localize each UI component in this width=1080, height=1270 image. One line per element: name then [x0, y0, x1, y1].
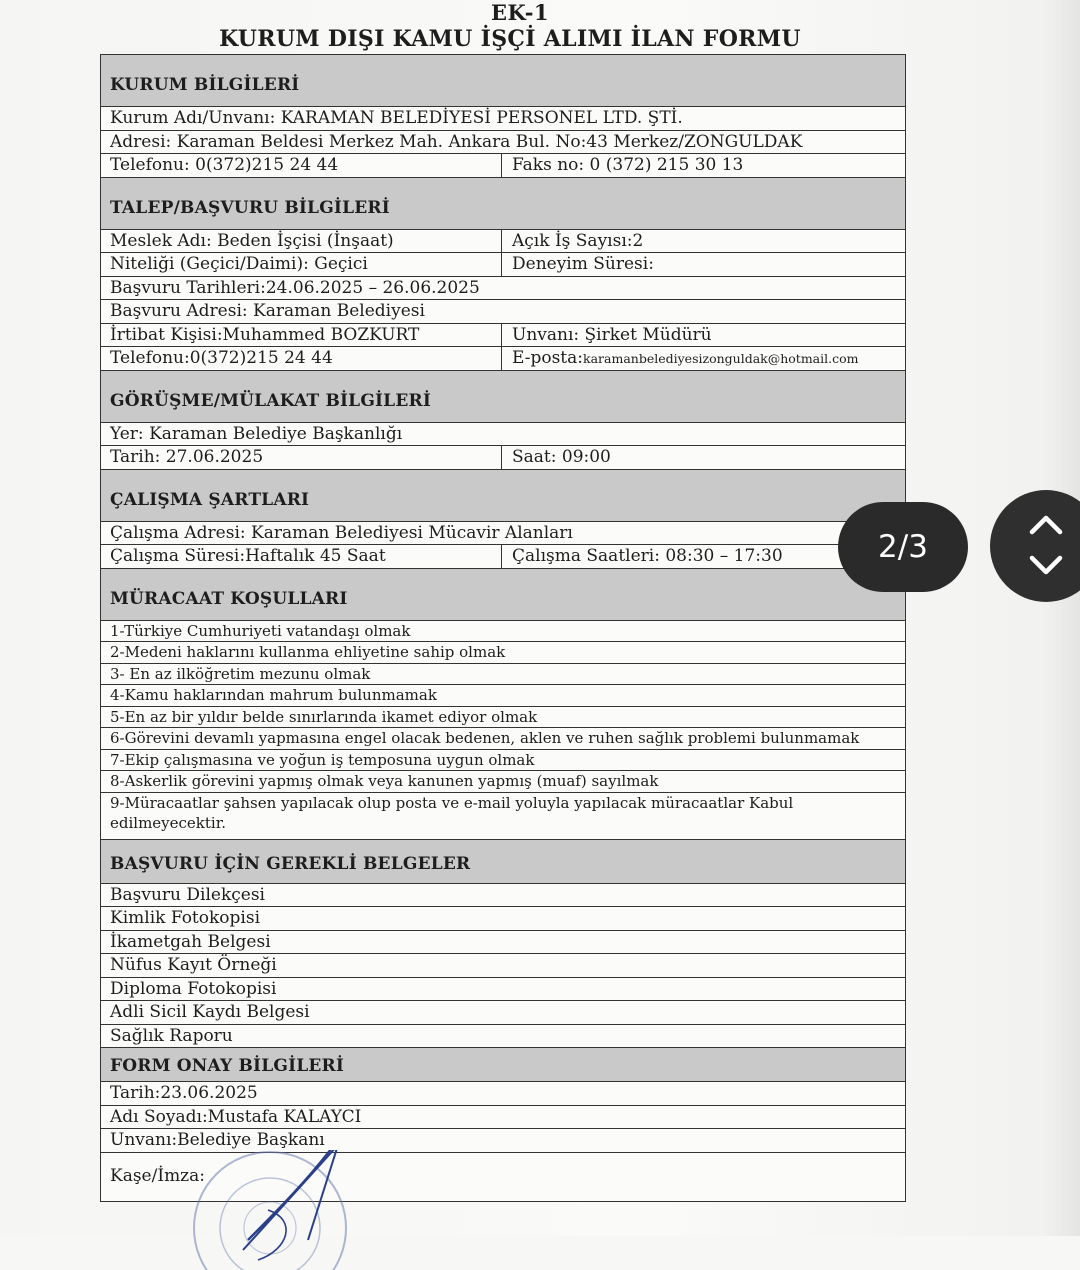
work-duration: Çalışma Süresi:Haftalık 45 Saat — [110, 546, 386, 566]
annex-label: EK-1 — [490, 0, 550, 25]
form-title: KURUM DIŞI KAMU İŞÇİ ALIMI İLAN FORMU — [219, 26, 801, 52]
document-row — [101, 978, 905, 1002]
email-address: karamanbelediyesizonguldak@hotmail.com — [583, 351, 859, 366]
condition-row — [101, 750, 905, 772]
page-scroll-control[interactable] — [990, 490, 1080, 602]
form-row — [101, 154, 905, 178]
chevron-down-icon[interactable] — [1032, 558, 1060, 572]
chevron-up-icon[interactable] — [1032, 518, 1060, 532]
application-address: Başvuru Adresi: Karaman Belediyesi — [110, 301, 425, 321]
form-row — [101, 1106, 905, 1130]
document-row — [101, 1025, 905, 1049]
condition-item: 9-Müracaatlar şahsen yapılacak olup posta ve e-mail yoluyla yapılacak müracaatlar Kabul edilmeyecektir. — [110, 793, 794, 832]
form-row — [101, 522, 905, 546]
kurum-name: Kurum Adı/Unvanı: KARAMAN BELEDİYESİ PERSONEL LTD. ŞTİ. — [110, 108, 683, 128]
interview-place: Yer: Karaman Belediye Başkanlığı — [110, 423, 403, 444]
interview-time: Saat: 09:00 — [501, 446, 905, 469]
condition-row — [101, 642, 905, 664]
condition-row — [101, 664, 905, 686]
contact-person: İrtibat Kişisi:Muhammed BOZKURT — [110, 324, 420, 345]
kurum-address: Adresi: Karaman Beldesi Merkez Mah. Ankara Bul. No:43 Merkez/ZONGULDAK — [110, 131, 803, 152]
condition-row — [101, 685, 905, 707]
required-document: İkametgah Belgesi — [110, 931, 271, 952]
kurum-fax: Faks no: 0 (372) 215 30 13 — [501, 154, 905, 177]
condition-item: 8-Askerlik görevini yapmış olmak veya kanunen yapmış (muaf) sayılmak — [110, 772, 659, 790]
document-row — [101, 954, 905, 978]
approval-date: Tarih:23.06.2025 — [110, 1083, 258, 1103]
approver-title: Unvanı:Belediye Başkanı — [110, 1130, 325, 1150]
form-row — [101, 324, 905, 348]
email-label: E-posta: — [512, 348, 584, 368]
form-row — [101, 1082, 905, 1106]
interview-date: Tarih: 27.06.2025 — [110, 447, 264, 467]
form-row — [101, 423, 905, 447]
section-header-gorusme: GÖRÜŞME/MÜLAKAT BİLGİLERİ — [101, 371, 905, 423]
work-hours: Çalışma Saatleri: 08:30 – 17:30 — [501, 545, 905, 568]
section-header-talep: TALEP/BAŞVURU BİLGİLERİ — [101, 178, 905, 230]
official-stamp-image — [188, 1150, 368, 1270]
required-document: Diploma Fotokopisi — [110, 978, 277, 999]
condition-row — [101, 793, 905, 840]
approver-name: Adı Soyadı:Mustafa KALAYCI — [110, 1106, 362, 1127]
condition-item: 7-Ekip çalışmasına ve yoğun iş temposuna uygun olmak — [110, 750, 535, 769]
section-header-calisma: ÇALIŞMA ŞARTLARI — [101, 470, 905, 522]
form-row — [101, 107, 905, 131]
form-row — [101, 347, 905, 371]
form-row — [101, 545, 905, 569]
required-document: Nüfus Kayıt Örneği — [110, 955, 277, 975]
open-positions: Açık İş Sayısı:2 — [501, 230, 905, 253]
required-document: Kimlik Fotokopisi — [110, 908, 261, 928]
job-nature: Niteliği (Geçici/Daimi): Geçici — [110, 254, 368, 274]
experience-duration: Deneyim Süresi: — [501, 253, 905, 276]
condition-item: 6-Görevini devamlı yapmasına engel olacak bedenen, aklen ve ruhen sağlık problemi bulunmamak — [110, 729, 860, 747]
form-row — [101, 1129, 905, 1153]
form-row — [101, 446, 905, 470]
stamp-signature-label: Kaşe/İmza: — [110, 1165, 206, 1186]
application-dates: Başvuru Tarihleri:24.06.2025 – 26.06.2025 — [110, 277, 480, 298]
section-header-onay: FORM ONAY BİLGİLERİ — [101, 1048, 905, 1082]
job-name: Meslek Adı: Beden İşçisi (İnşaat) — [110, 230, 394, 251]
page-edge-shadow — [1040, 0, 1080, 1236]
condition-item: 3- En az ilköğretim mezunu olmak — [110, 664, 371, 683]
section-header-muracaat: MÜRACAAT KOŞULLARI — [101, 569, 905, 621]
condition-item: 2-Medeni haklarını kullanma ehliyetine sahip olmak — [110, 643, 506, 661]
page-indicator[interactable]: 2/3 — [838, 502, 968, 592]
announcement-form — [100, 54, 906, 1202]
required-document: Adli Sicil Kaydı Belgesi — [110, 1002, 310, 1022]
form-row — [101, 230, 905, 254]
document-row — [101, 907, 905, 931]
condition-item: 4-Kamu haklarından mahrum bulunmamak — [110, 686, 437, 704]
condition-item: 5-En az bir yıldır belde sınırlarında ikamet ediyor olmak — [110, 707, 538, 726]
form-row — [101, 253, 905, 277]
form-row — [101, 300, 905, 324]
condition-row — [101, 707, 905, 729]
contact-phone: Telefonu:0(372)215 24 44 — [110, 348, 333, 368]
condition-item: 1-Türkiye Cumhuriyeti vatandaşı olmak — [110, 621, 411, 640]
contact-title: Unvanı: Şirket Müdürü — [501, 324, 905, 347]
form-row — [101, 277, 905, 301]
condition-row — [101, 771, 905, 793]
condition-row — [101, 621, 905, 643]
contact-email — [501, 347, 905, 370]
section-header-belgeler: BAŞVURU İÇİN GEREKLİ BELGELER — [101, 840, 905, 884]
document-row — [101, 931, 905, 955]
required-document: Sağlık Raporu — [110, 1025, 233, 1046]
kurum-phone: Telefonu: 0(372)215 24 44 — [110, 155, 339, 175]
form-row — [101, 131, 905, 155]
document-row — [101, 884, 905, 908]
document-row — [101, 1001, 905, 1025]
condition-row — [101, 728, 905, 750]
section-header-kurum: KURUM BİLGİLERİ — [101, 55, 905, 107]
required-document: Başvuru Dilekçesi — [110, 884, 265, 905]
work-address: Çalışma Adresi: Karaman Belediyesi Mücavir Alanları — [110, 522, 573, 543]
